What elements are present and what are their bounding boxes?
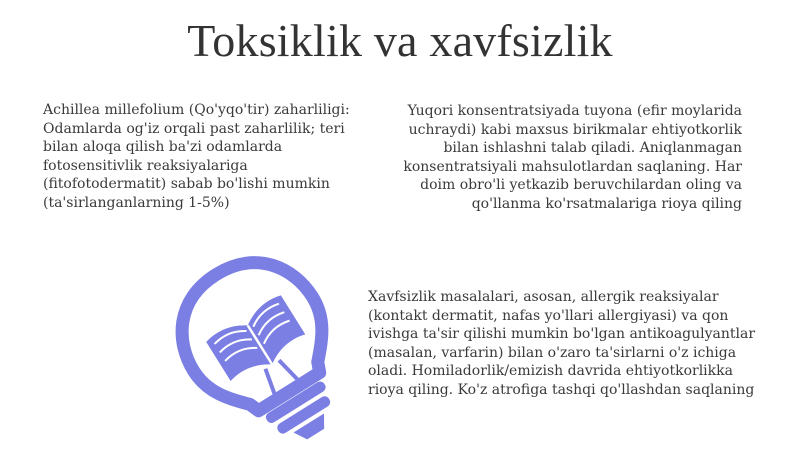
lightbulb-with-book-icon	[150, 250, 365, 440]
slide-title: Toksiklik va xavfsizlik	[187, 15, 613, 66]
safety-paragraph: Xavfsizlik masalalari, asosan, allergik reaksiyalar (kontakt dermatit, nafas yo'llari allergiyasi) va qon ivishga ta'sir qilishi mumkin bo'lgan antikoagulyantlar (masalan, varfarin) bilan o'zaro ta'sirlarni o'z ichiga oladi. Homiladorlik/emizish davrida ehtiyotkorlikka rioya qiling. Ko'z atrofiga tashqi qo'llashdan saqlaning	[368, 289, 756, 398]
concentration-paragraph: Yuqori konsentratsiyada tuyona (efir moylarida uchraydi) kabi maxsus birikmalar ehtiyotkorlik bilan ishlashni talab qiladi. Aniqlanmagan konsentratsiyali mahsulotlardan saqlaning. Har doim obro'li yetkazib beruvchilardan oling va qo'llanma ko'rsatmalariga rioya qiling	[403, 103, 742, 212]
toxicity-paragraph: Achillea millefolium (Qo'yqo'tir) zaharliligi: Odamlarda og'iz orqali past zaharlilik; teri bilan aloqa qilish ba'zi odamlarda fotosensitivlik reaksiyalariga (fitofotodermatit) sabab bo'lishi mumkin (ta'sirlanganlarning 1-5%)	[43, 102, 350, 211]
